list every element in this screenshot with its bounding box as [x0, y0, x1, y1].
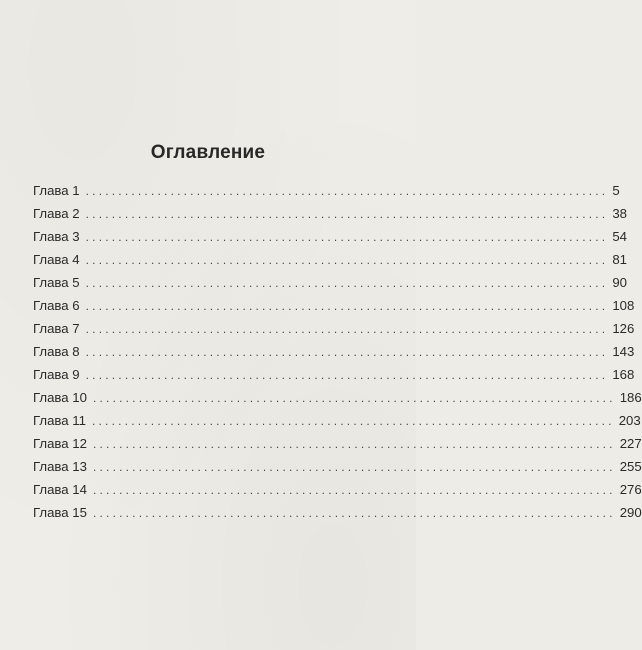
- chapter-label: Глава 3: [33, 229, 80, 244]
- page-number: 203: [618, 413, 641, 428]
- chapter-label: Глава 15: [33, 505, 87, 520]
- dot-leader: ................................................................................: [85, 345, 609, 359]
- chapter-label: Глава 8: [33, 344, 80, 359]
- toc-heading: Оглавление: [150, 142, 266, 163]
- dot-leader: ................................................................................: [85, 322, 609, 336]
- toc-entry: [33, 298, 635, 321]
- dot-leader: ................................................................................: [85, 299, 609, 313]
- dot-leader: ................................................................................: [85, 230, 609, 244]
- chapter-label: Глава 7: [33, 321, 80, 336]
- toc-entry: [33, 413, 641, 436]
- dot-leader: ................................................................................: [92, 483, 616, 497]
- dot-leader: ................................................................................: [85, 276, 609, 290]
- toc-entry: [33, 367, 635, 390]
- dot-leader: ................................................................................: [92, 506, 616, 520]
- toc-entry: [33, 344, 635, 367]
- page-number: 108: [612, 298, 635, 313]
- page-number: 276: [619, 482, 642, 497]
- toc-entry: [33, 482, 642, 505]
- dot-leader: ................................................................................: [92, 437, 616, 451]
- page-number: 54: [612, 229, 628, 244]
- toc-entry: [33, 390, 642, 413]
- page-number: 143: [612, 344, 635, 359]
- dot-leader: ................................................................................: [85, 368, 609, 382]
- toc-entry: [33, 252, 628, 275]
- toc-entry: [33, 206, 628, 229]
- chapter-label: Глава 14: [33, 482, 87, 497]
- page-number: 5: [612, 183, 620, 198]
- chapter-label: Глава 12: [33, 436, 87, 451]
- chapter-label: Глава 9: [33, 367, 80, 382]
- page-number: 290: [619, 505, 642, 520]
- page-number: 227: [619, 436, 642, 451]
- chapter-label: Глава 11: [33, 413, 86, 428]
- page-number: 90: [612, 275, 628, 290]
- toc-entry: [33, 321, 635, 344]
- chapter-label: Глава 4: [33, 252, 80, 267]
- table-of-contents: [33, 183, 642, 528]
- chapter-label: Глава 10: [33, 390, 87, 405]
- dot-leader: ................................................................................: [85, 184, 609, 198]
- toc-entry: [33, 459, 642, 482]
- dot-leader: ................................................................................: [91, 414, 615, 428]
- toc-entry: [33, 183, 620, 206]
- dot-leader: ................................................................................: [85, 207, 609, 221]
- toc-entry: [33, 436, 642, 459]
- chapter-label: Глава 2: [33, 206, 80, 221]
- page-number: 126: [612, 321, 635, 336]
- toc-entry: [33, 229, 628, 252]
- dot-leader: ................................................................................: [92, 391, 616, 405]
- chapter-label: Глава 5: [33, 275, 80, 290]
- chapter-label: Глава 6: [33, 298, 80, 313]
- chapter-label: Глава 13: [33, 459, 87, 474]
- page-number: 81: [612, 252, 628, 267]
- chapter-label: Глава 1: [33, 183, 80, 198]
- toc-entry: [33, 275, 628, 298]
- dot-leader: ................................................................................: [85, 253, 609, 267]
- dot-leader: ................................................................................: [92, 460, 616, 474]
- page-number: 168: [612, 367, 635, 382]
- page-number: 38: [612, 206, 628, 221]
- page-number: 186: [619, 390, 642, 405]
- toc-entry: [33, 505, 642, 528]
- page-number: 255: [619, 459, 642, 474]
